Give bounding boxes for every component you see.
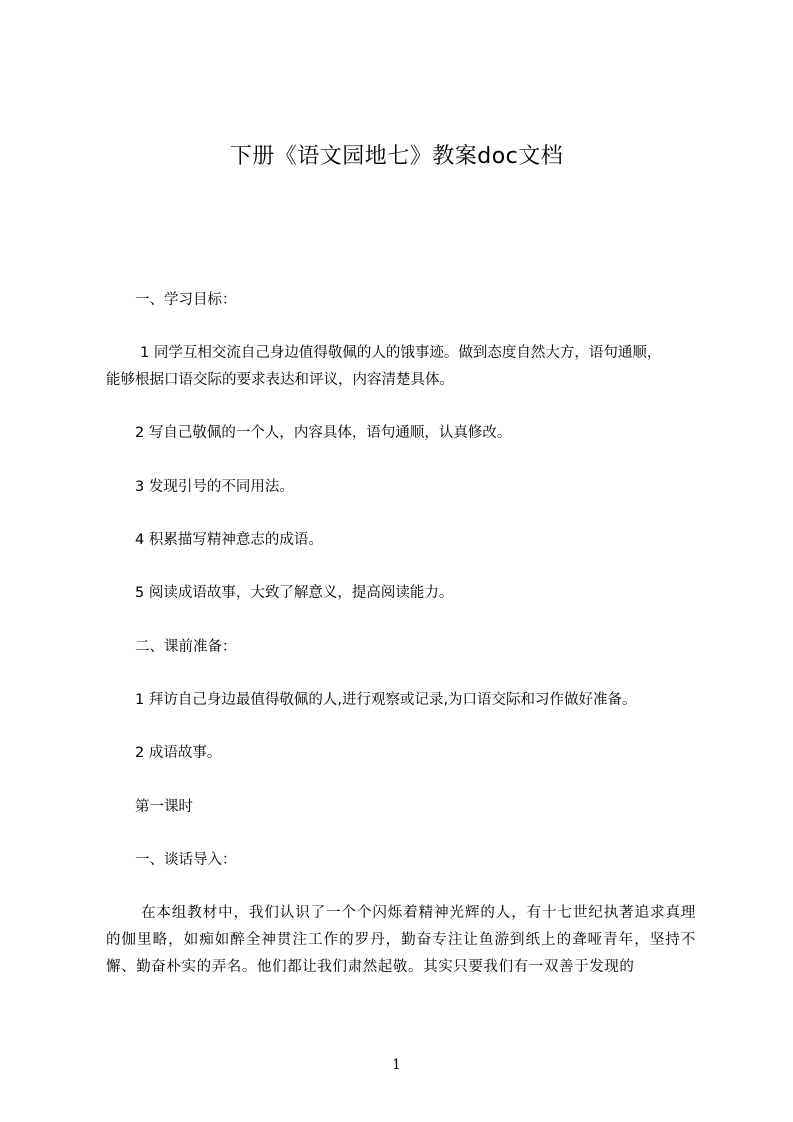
objectives-heading: 一、学习目标： [135,292,237,308]
objective-3: 3 发现引号的不同用法。 [135,479,294,495]
preparation-1: 1 拜访自己身边最值得敬佩的人,进行观察或记录,为口语交际和习作做好准备。 [135,692,637,708]
objective-5: 5 阅读成语故事，大致了解意义，提高阅读能力。 [135,585,454,601]
preparation-heading: 二、课前准备： [135,639,237,655]
intro-heading: 一、谈话导入： [135,852,237,868]
preparation-2: 2 成语故事。 [135,745,222,761]
document-title: 下册《语文园地七》教案doc文档 [229,144,564,169]
intro-paragraph: 在本组教材中，我们认识了一个个闪烁着精神光辉的人，有十七世纪执著追求真理的伽里略，如痴如醉全神贯注工作的罗丹，勤奋专注让鱼游到纸上的聋哑青年，坚持不懈、勤奋朴实的弄名。他们都让我们肃然起敬。其实只要我们有一双善于发现的 [106,905,696,975]
lesson-heading: 第一课时 [135,799,193,815]
objective-4: 4 积累描写精神意志的成语。 [135,532,323,548]
objective-1-line-1: 1 同学互相交流自己身边值得敬佩的人的饿事迹。做到态度自然大方，语句通顺， [140,345,662,361]
page-number: 1 [392,1057,401,1073]
objective-1-line-2: 能够根据口语交际的要求表达和评议，内容清楚具体。 [106,372,454,388]
objective-2: 2 写自己敬佩的一个人，内容具体，语句通顺，认真修改。 [135,425,512,441]
